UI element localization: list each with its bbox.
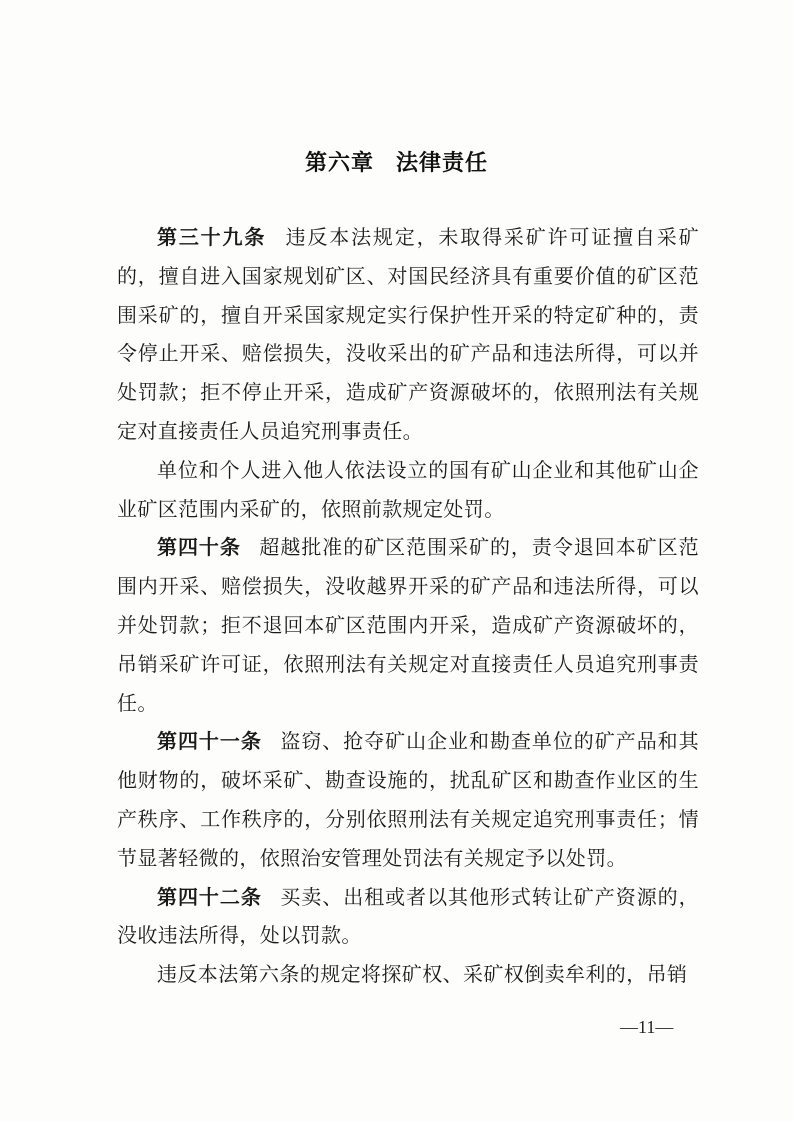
article-text: 盗窃、抢夺矿山企业和勘查单位的矿产品和其他财物的，破坏采矿、勘查设施的，扰乱矿区和勘查作业区的生产秩序、工作秩序的，分别依照刑法有关规定追究刑事责任；情节显著轻微的，依照治安管理处罚法有关规定予以处罚。: [117, 729, 700, 870]
article-42-paragraph: [117, 878, 699, 956]
paragraph-text: 单位和个人进入他人依法设立的国有矿山企业和其他矿山企业矿区范围内采矿的，依照前款规定处罚。: [117, 457, 699, 521]
article-39-paragraph: [117, 218, 699, 451]
article-text: 买卖、出租或者以其他形式转让矿产资源的，没收违法所得，处以罚款。: [117, 884, 700, 948]
article-41-paragraph: [117, 722, 699, 877]
article-39-second-paragraph: [117, 451, 699, 529]
article-number: 第四十条: [157, 535, 241, 560]
article-number: 第四十二条: [157, 884, 262, 909]
chapter-name: 法律责任: [396, 151, 489, 176]
article-number: 第三十九条: [157, 225, 267, 249]
article-text: 违反本法规定，未取得采矿许可证擅自采矿的，擅自进入国家规划矿区、对国民经济具有重要价值的矿区范围采矿的，擅自开采国家规定实行保护性开采的特定矿种的，责令停止开采、赔偿损失，没收采出的矿产品和违法所得，可以并处罚款；拒不停止开采，造成矿产资源破坏的，依照刑法有关规定对直接责任人员追究刑事责任。: [117, 225, 699, 443]
page-number: —11—: [620, 1017, 674, 1037]
chapter-title: [0, 146, 793, 177]
article-number: 第四十一条: [157, 729, 262, 754]
paragraph-text: 违反本法第六条的规定将探矿权、采矿权倒卖牟利的，吊销: [157, 962, 688, 987]
chapter-body: [117, 218, 699, 994]
article-40-paragraph: [117, 528, 699, 722]
article-42-second-paragraph: [117, 955, 699, 994]
article-text: 超越批准的矿区范围采矿的，责令退回本矿区范围内开采、赔偿损失，没收越界开采的矿产品和违法所得，可以并处罚款；拒不退回本矿区范围内开采，造成矿产资源破坏的，吊销采矿许可证，依照刑法有关规定对直接责任人员追究刑事责任。: [117, 535, 699, 715]
chapter-number: 第六章: [304, 151, 374, 176]
